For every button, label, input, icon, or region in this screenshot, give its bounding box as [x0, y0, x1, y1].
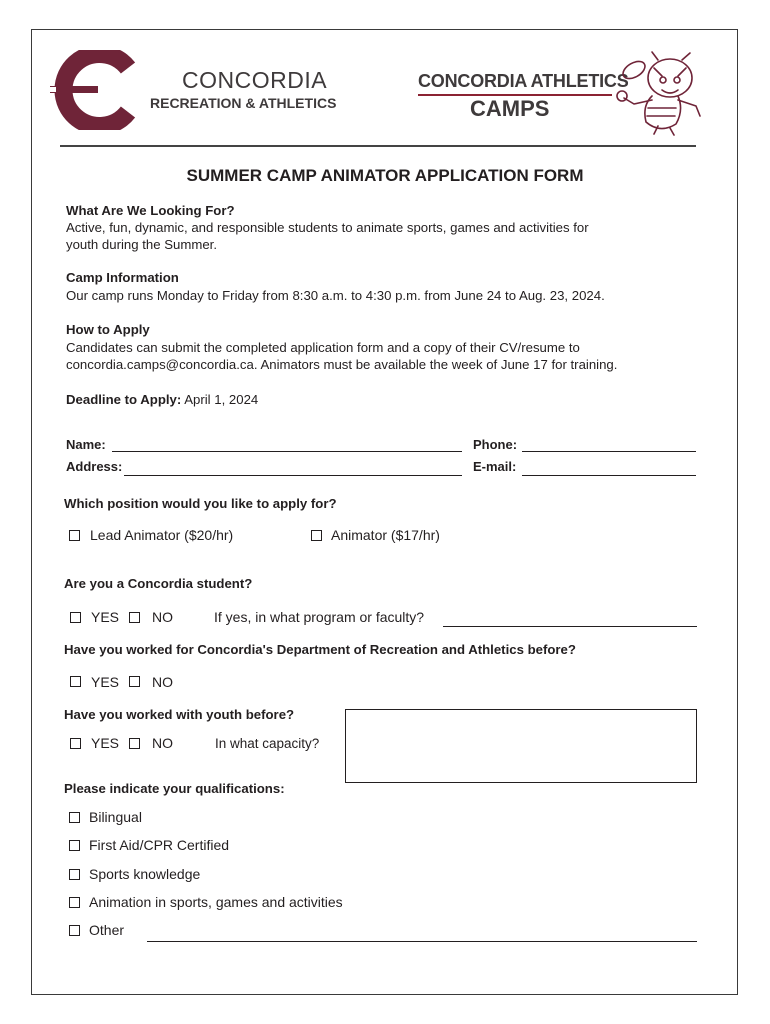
form-title: SUMMER CAMP ANIMATOR APPLICATION FORM	[186, 166, 584, 185]
first-aid-checkbox[interactable]	[69, 840, 80, 851]
looking-for-line-1: Active, fun, dynamic, and responsible students to animate sports, games and activities for	[66, 220, 589, 235]
sports-knowledge-checkbox[interactable]	[69, 869, 80, 880]
brand-name: CONCORDIA	[182, 67, 328, 93]
sports-knowledge-label: Sports knowledge	[89, 866, 201, 882]
how-to-apply-line-2: concordia.camps@concordia.ca. Animators must be available the week of June 17 for training.	[66, 357, 618, 372]
worked-youth-no-checkbox[interactable]	[129, 738, 140, 749]
worked-dept-no-checkbox[interactable]	[129, 676, 140, 687]
worked-dept-yes-checkbox[interactable]	[70, 676, 81, 687]
other-field[interactable]	[147, 941, 697, 942]
animator-label: Animator ($17/hr)	[331, 527, 440, 543]
worked-youth-yes-checkbox[interactable]	[70, 738, 81, 749]
capacity-label: In what capacity?	[215, 736, 320, 751]
student-no-checkbox[interactable]	[129, 612, 140, 623]
camp-info-heading: Camp Information	[66, 270, 179, 285]
student-yes-label: YES	[91, 609, 120, 625]
worked-youth-no-label: NO	[152, 735, 173, 751]
name-label: Name:	[66, 437, 106, 452]
qualifications-question: Please indicate your qualifications:	[64, 781, 285, 796]
first-aid-label: First Aid/CPR Certified	[89, 837, 230, 853]
program-faculty-field[interactable]	[443, 626, 697, 627]
phone-field[interactable]	[522, 451, 696, 452]
program-faculty-label: If yes, in what program or faculty?	[214, 609, 425, 625]
camp-info-line: Our camp runs Monday to Friday from 8:30 a.m. to 4:30 p.m. from June 24 to Aug. 23, 2024.	[66, 288, 605, 303]
capacity-textbox[interactable]	[345, 709, 697, 783]
camps-title: CONCORDIA ATHLETICS	[418, 71, 629, 91]
camps-subtitle: CAMPS	[470, 96, 550, 121]
email-field[interactable]	[522, 475, 696, 476]
name-field[interactable]	[112, 451, 462, 452]
worked-dept-question: Have you worked for Concordia's Department of Recreation and Athletics before?	[64, 642, 576, 657]
worked-youth-question: Have you worked with youth before?	[64, 707, 295, 722]
address-label: Address:	[66, 459, 123, 474]
address-field[interactable]	[124, 475, 462, 476]
position-question: Which position would you like to apply for?	[64, 496, 337, 511]
animator-checkbox[interactable]	[311, 530, 322, 541]
phone-label: Phone:	[473, 437, 518, 452]
how-to-apply-line-1: Candidates can submit the completed application form and a copy of their CV/resume to	[66, 340, 580, 355]
looking-for-heading: What Are We Looking For?	[66, 203, 235, 218]
student-question: Are you a Concordia student?	[64, 576, 253, 591]
concordia-logo-icon	[50, 50, 142, 130]
email-label: E-mail:	[473, 459, 517, 474]
bilingual-checkbox[interactable]	[69, 812, 80, 823]
animation-checkbox[interactable]	[69, 897, 80, 908]
worked-youth-yes-label: YES	[91, 735, 120, 751]
deadline-label: Deadline to Apply:	[66, 392, 182, 407]
other-label: Other	[89, 922, 125, 938]
stinger-mascot-icon	[612, 50, 708, 136]
worked-dept-no-label: NO	[152, 674, 173, 690]
deadline	[66, 391, 258, 408]
student-yes-checkbox[interactable]	[70, 612, 81, 623]
other-checkbox[interactable]	[69, 925, 80, 936]
lead-animator-checkbox[interactable]	[69, 530, 80, 541]
header-divider	[60, 145, 696, 147]
bilingual-label: Bilingual	[89, 809, 142, 825]
how-to-apply-heading: How to Apply	[66, 322, 150, 337]
deadline-value: April 1, 2024	[184, 392, 259, 407]
brand-subtitle: RECREATION & ATHLETICS	[150, 95, 337, 111]
lead-animator-label: Lead Animator ($20/hr)	[90, 527, 234, 543]
looking-for-line-2: youth during the Summer.	[66, 237, 218, 252]
worked-dept-yes-label: YES	[91, 674, 120, 690]
student-no-label: NO	[152, 609, 173, 625]
animation-label: Animation in sports, games and activities	[89, 894, 343, 910]
